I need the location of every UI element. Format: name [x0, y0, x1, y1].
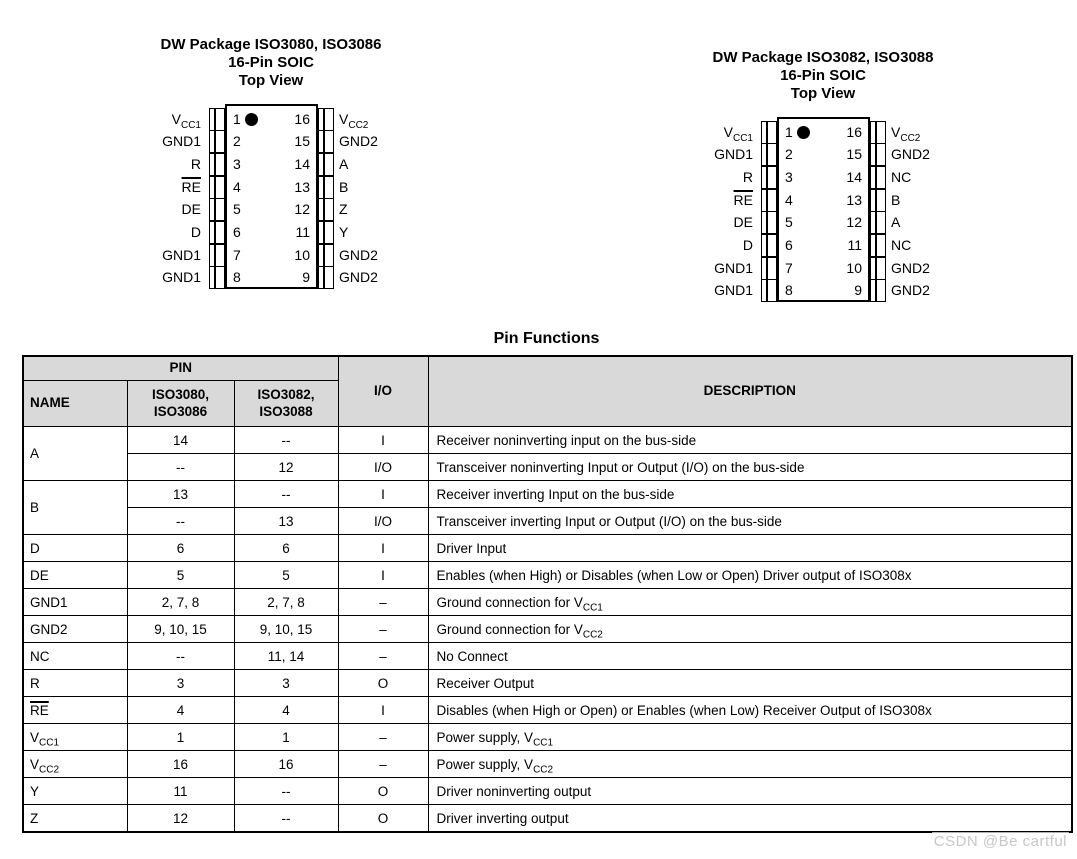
cell-pin-iso3080-iso3086: --	[127, 454, 234, 481]
pin-lead-icon	[870, 189, 886, 212]
pin-name-overline: $\overline{RE}$	[30, 702, 49, 718]
cell-description	[428, 454, 1072, 481]
pin-row	[126, 176, 416, 199]
pin-label: GND2	[891, 282, 930, 299]
pin-functions-table	[22, 355, 1073, 833]
pin-number-right: 13	[846, 191, 862, 208]
cell-io: –	[338, 643, 428, 670]
description: Receiver noninverting input on the bus-side	[436, 432, 697, 448]
table-row	[23, 724, 1072, 751]
header-row-1	[23, 356, 1072, 381]
pin-name: Y	[30, 783, 40, 799]
cell-pin-iso3080-iso3086: 2, 7, 8	[127, 589, 234, 616]
description: Driver noninverting output	[436, 783, 592, 799]
cell-pin-iso3082-iso3088: 1	[234, 724, 338, 751]
cell-description	[428, 697, 1072, 724]
pin-lead-icon	[870, 257, 886, 280]
cell-pin-name	[23, 481, 127, 535]
pin-label: GND1	[714, 282, 753, 299]
cell-pin-iso3080-iso3086: 12	[127, 805, 234, 833]
header-pin-group: PIN	[23, 356, 338, 381]
cell-pin-iso3080-iso3086: 6	[127, 535, 234, 562]
pin-label: GND2	[339, 269, 378, 286]
cell-io: I/O	[338, 508, 428, 535]
description: No Connect	[436, 648, 508, 664]
pin-number-left: 8	[233, 269, 241, 286]
pin-name-subscript: CC1	[39, 737, 60, 749]
description: Transceiver inverting Input or Output (I/O) on the bus-side	[436, 513, 782, 529]
pin-label: Z	[339, 201, 348, 218]
table-row	[23, 481, 1072, 508]
cell-io: I	[338, 697, 428, 724]
diagram-title-line: DW Package ISO3080, ISO3086	[160, 36, 382, 53]
cell-io: I	[338, 535, 428, 562]
cell-description	[428, 670, 1072, 697]
pin-number-left: 3	[785, 168, 793, 185]
cell-description	[428, 751, 1072, 778]
pin-number-left: 5	[785, 214, 793, 231]
cell-pin-name	[23, 724, 127, 751]
cell-pin-name	[23, 805, 127, 833]
pin-label-subscript: CC2	[900, 132, 921, 144]
description: Receiver inverting Input on the bus-side	[436, 486, 675, 502]
pin-rows	[126, 30, 416, 305]
cell-pin-iso3082-iso3088: 13	[234, 508, 338, 535]
pin-row	[126, 221, 416, 244]
table-row	[23, 508, 1072, 535]
pin-name: DE	[30, 567, 49, 583]
pin-lead-icon	[318, 198, 334, 221]
cell-pin-iso3080-iso3086: 13	[127, 481, 234, 508]
watermark: CSDN @Be cartful	[933, 833, 1067, 850]
cell-pin-name	[23, 535, 127, 562]
table-row	[23, 616, 1072, 643]
pin-lead-icon	[318, 108, 334, 131]
pin-row	[678, 143, 968, 166]
pin-row	[126, 266, 416, 289]
description: Power supply, V	[436, 756, 534, 772]
pin-row	[678, 257, 968, 280]
pin-number-left: 7	[233, 246, 241, 263]
pin-number-left: 8	[785, 282, 793, 299]
pin-label: GND2	[891, 146, 930, 163]
cell-pin-iso3082-iso3088: 2, 7, 8	[234, 589, 338, 616]
cell-io: I	[338, 562, 428, 589]
cell-description	[428, 724, 1072, 751]
pin-label: A	[891, 214, 901, 231]
cell-description	[428, 616, 1072, 643]
pin-label-right	[891, 279, 930, 302]
pin-label-right	[891, 211, 900, 234]
table-row	[23, 643, 1072, 670]
cell-pin-iso3082-iso3088: 4	[234, 697, 338, 724]
description: Power supply, V	[436, 729, 534, 745]
pin-number-right: 15	[846, 146, 862, 163]
cell-pin-iso3082-iso3088: --	[234, 778, 338, 805]
pin-number-left: 4	[233, 178, 241, 195]
pin-label: GND1	[162, 269, 201, 286]
description: Disables (when High or Open) or Enables (when Low) Receiver Output of ISO308x	[436, 702, 932, 718]
pin-name: R	[30, 675, 40, 691]
cell-description	[428, 508, 1072, 535]
pin-lead-icon	[870, 166, 886, 189]
pin-number-right: 9	[302, 269, 310, 286]
pin-label-right	[339, 244, 378, 267]
pin-row	[678, 279, 968, 302]
cell-pin-iso3082-iso3088: 6	[234, 535, 338, 562]
pin-label-right	[891, 257, 930, 280]
cell-pin-iso3082-iso3088: --	[234, 805, 338, 833]
pin-number-right: 16	[294, 110, 310, 127]
cell-pin-iso3080-iso3086: 4	[127, 697, 234, 724]
cell-pin-iso3080-iso3086: 16	[127, 751, 234, 778]
cell-pin-iso3080-iso3086: 1	[127, 724, 234, 751]
cell-description	[428, 427, 1072, 454]
cell-pin-iso3080-iso3086: --	[127, 508, 234, 535]
pin-number-right: 9	[854, 282, 862, 299]
pin-name: V	[30, 729, 40, 745]
pin-functions-table-wrap	[22, 355, 1073, 833]
pin-label-overline: $\overline{RE}$	[733, 191, 753, 208]
cell-pin-iso3082-iso3088: 5	[234, 562, 338, 589]
cell-pin-iso3080-iso3086: 3	[127, 670, 234, 697]
cell-pin-iso3082-iso3088: 16	[234, 751, 338, 778]
pin-number-left: 4	[785, 191, 793, 208]
cell-pin-name	[23, 589, 127, 616]
diagram-title-line: 16-Pin SOIC	[228, 54, 314, 71]
cell-pin-iso3082-iso3088: 9, 10, 15	[234, 616, 338, 643]
cell-description	[428, 589, 1072, 616]
pin-number-left: 5	[233, 201, 241, 218]
pin-number-right: 12	[846, 214, 862, 231]
diagram-title-line: Top View	[238, 72, 304, 89]
pinout-diagram-iso3080-iso3086	[126, 30, 416, 305]
pin-label: R	[190, 155, 201, 172]
pin-row	[678, 121, 968, 144]
cell-pin-iso3080-iso3086: 11	[127, 778, 234, 805]
table-row	[23, 751, 1072, 778]
pin-number-left: 2	[233, 133, 241, 150]
pin-rows	[678, 43, 968, 318]
pin-number-right: 13	[294, 178, 310, 195]
pin-label: V	[891, 123, 901, 140]
pin-row	[678, 166, 968, 189]
cell-io: I	[338, 427, 428, 454]
table-row	[23, 670, 1072, 697]
header-device-col-1: ISO3080, ISO3086	[127, 381, 234, 427]
pin-name-subscript: CC2	[39, 764, 60, 776]
pin-label-right	[339, 198, 348, 221]
table-row	[23, 697, 1072, 724]
pin-number-right: 10	[846, 259, 862, 276]
pin-label-right	[339, 153, 348, 176]
pin-label: DE	[181, 201, 201, 218]
pin-lead-icon	[870, 234, 886, 257]
pin-label: DE	[733, 214, 753, 231]
description-subscript: CC1	[533, 737, 554, 749]
cell-pin-iso3080-iso3086: 5	[127, 562, 234, 589]
pin-label-right	[891, 234, 911, 257]
cell-io: O	[338, 670, 428, 697]
cell-pin-name	[23, 778, 127, 805]
pin-number-right: 11	[847, 237, 862, 253]
description-subscript: CC1	[582, 602, 603, 614]
pinout-diagram-iso3082-iso3088	[678, 43, 968, 318]
pin-label: GND1	[162, 133, 201, 150]
cell-pin-name	[23, 616, 127, 643]
pin-row	[126, 198, 416, 221]
pin-row	[126, 244, 416, 267]
description: Transceiver noninverting Input or Output (I/O) on the bus-side	[436, 459, 805, 475]
cell-description	[428, 778, 1072, 805]
pin-number-left: 6	[233, 224, 241, 240]
pin-label: GND2	[891, 259, 930, 276]
pin-label: Y	[339, 224, 349, 240]
pin-lead-icon	[870, 143, 886, 166]
pin-number-right: 12	[294, 201, 310, 218]
cell-pin-name	[23, 697, 127, 724]
pin-label-right	[891, 166, 911, 189]
description-subscript: CC2	[533, 764, 554, 776]
pin-name: B	[30, 500, 40, 515]
cell-pin-iso3080-iso3086: --	[127, 643, 234, 670]
cell-pin-iso3082-iso3088: 3	[234, 670, 338, 697]
pin-label-subscript: CC2	[348, 119, 369, 131]
pin-name: A	[30, 446, 40, 461]
pin-name: V	[30, 756, 40, 772]
pin-name: GND2	[30, 621, 68, 637]
diagram-title-line: DW Package ISO3082, ISO3088	[712, 49, 934, 66]
pin-label-right	[891, 189, 900, 212]
header-description: DESCRIPTION	[428, 356, 1072, 427]
pin-label: NC	[891, 237, 912, 253]
cell-io: –	[338, 751, 428, 778]
pin-label: V	[339, 110, 349, 127]
pin-label: GND1	[714, 259, 753, 276]
diagram-title-line: 16-Pin SOIC	[780, 67, 866, 84]
pin-number-left: 2	[785, 146, 793, 163]
pin-label: D	[742, 237, 753, 253]
pin-label: B	[339, 178, 349, 195]
pin-lead-icon	[318, 153, 334, 176]
pin-name: Z	[30, 810, 39, 826]
pin-label: B	[891, 191, 901, 208]
description: Driver Input	[436, 540, 507, 556]
pin-label-right	[339, 176, 348, 199]
pin-label: V	[171, 110, 181, 127]
pin-number-right: 14	[294, 155, 310, 172]
cell-io: –	[338, 724, 428, 751]
description-subscript: CC2	[582, 629, 603, 641]
pin-label-overline: $\overline{RE}$	[181, 178, 201, 195]
table-title: Pin Functions	[493, 330, 600, 347]
pin-lead-icon	[318, 176, 334, 199]
pin-number-left: 7	[785, 259, 793, 276]
pin-label-subscript: CC1	[180, 119, 201, 131]
pin-label-right	[891, 121, 920, 144]
pin-number-left: 6	[785, 237, 793, 253]
cell-pin-name	[23, 670, 127, 697]
cell-io: I	[338, 481, 428, 508]
table-row	[23, 454, 1072, 481]
pin-lead-icon	[870, 279, 886, 302]
pin-number-right: 10	[294, 246, 310, 263]
cell-pin-iso3082-iso3088: 12	[234, 454, 338, 481]
cell-description	[428, 805, 1072, 833]
pin-lead-icon	[870, 211, 886, 234]
pin-number-right: 16	[846, 123, 862, 140]
description: Enables (when High) or Disables (when Low or Open) Driver output of ISO308x	[436, 567, 912, 583]
pin-label-right	[339, 108, 368, 131]
cell-description	[428, 643, 1072, 670]
pin-name: GND1	[30, 594, 68, 610]
pin-number-right: 15	[294, 133, 310, 150]
cell-io: –	[338, 616, 428, 643]
pin-label-right	[339, 266, 378, 289]
pin-row	[678, 189, 968, 212]
table-row	[23, 805, 1072, 833]
description: Ground connection for V	[436, 621, 583, 637]
pin-lead-icon	[870, 121, 886, 144]
header-device-col-2: ISO3082, ISO3088	[234, 381, 338, 427]
pin-row	[678, 234, 968, 257]
pin-number-left: 1	[233, 110, 241, 127]
table-row	[23, 427, 1072, 454]
pin-row	[678, 211, 968, 234]
pin-label: V	[723, 123, 733, 140]
pin-lead-icon	[318, 244, 334, 267]
pin-lead-icon	[318, 130, 334, 153]
pin-row	[126, 130, 416, 153]
cell-io: I/O	[338, 454, 428, 481]
pin-number-right: 11	[295, 224, 310, 240]
pin-label-right	[339, 130, 378, 153]
pin-name: D	[30, 540, 40, 556]
pin-label: GND2	[339, 133, 378, 150]
pin-lead-icon	[318, 266, 334, 289]
cell-pin-name	[23, 427, 127, 481]
pin-row	[126, 153, 416, 176]
pin-label: GND1	[714, 146, 753, 163]
cell-pin-name	[23, 751, 127, 778]
pin-lead-icon	[318, 221, 334, 244]
pin-label: R	[742, 168, 753, 185]
pin-label: GND1	[162, 246, 201, 263]
table-row	[23, 589, 1072, 616]
pin-number-left: 1	[785, 123, 793, 140]
cell-io: O	[338, 778, 428, 805]
cell-pin-iso3082-iso3088: --	[234, 427, 338, 454]
pin-label-right	[339, 221, 348, 244]
table-row	[23, 535, 1072, 562]
cell-description	[428, 535, 1072, 562]
pin-row	[126, 108, 416, 131]
cell-io: –	[338, 589, 428, 616]
cell-pin-name	[23, 562, 127, 589]
description: Driver inverting output	[436, 810, 569, 826]
cell-pin-iso3080-iso3086: 14	[127, 427, 234, 454]
pin-label-subscript: CC1	[732, 132, 753, 144]
table-row	[23, 778, 1072, 805]
description: Receiver Output	[436, 675, 535, 691]
pin-label: A	[339, 155, 349, 172]
pin-label-right	[891, 143, 930, 166]
cell-pin-name	[23, 643, 127, 670]
cell-description	[428, 562, 1072, 589]
pin-number-left: 3	[233, 155, 241, 172]
pin-label: D	[190, 224, 201, 240]
header-io: I/O	[338, 356, 428, 427]
cell-pin-iso3082-iso3088: 11, 14	[234, 643, 338, 670]
pin-label: NC	[891, 168, 912, 185]
pin-number-right: 14	[846, 168, 862, 185]
diagram-title-line: Top View	[790, 85, 856, 102]
pin-label: GND2	[339, 246, 378, 263]
cell-pin-iso3080-iso3086: 9, 10, 15	[127, 616, 234, 643]
cell-description	[428, 481, 1072, 508]
header-name: NAME	[23, 381, 127, 427]
description: Ground connection for V	[436, 594, 583, 610]
pin-name: NC	[30, 648, 50, 664]
cell-io: O	[338, 805, 428, 833]
cell-pin-iso3082-iso3088: --	[234, 481, 338, 508]
table-row	[23, 562, 1072, 589]
